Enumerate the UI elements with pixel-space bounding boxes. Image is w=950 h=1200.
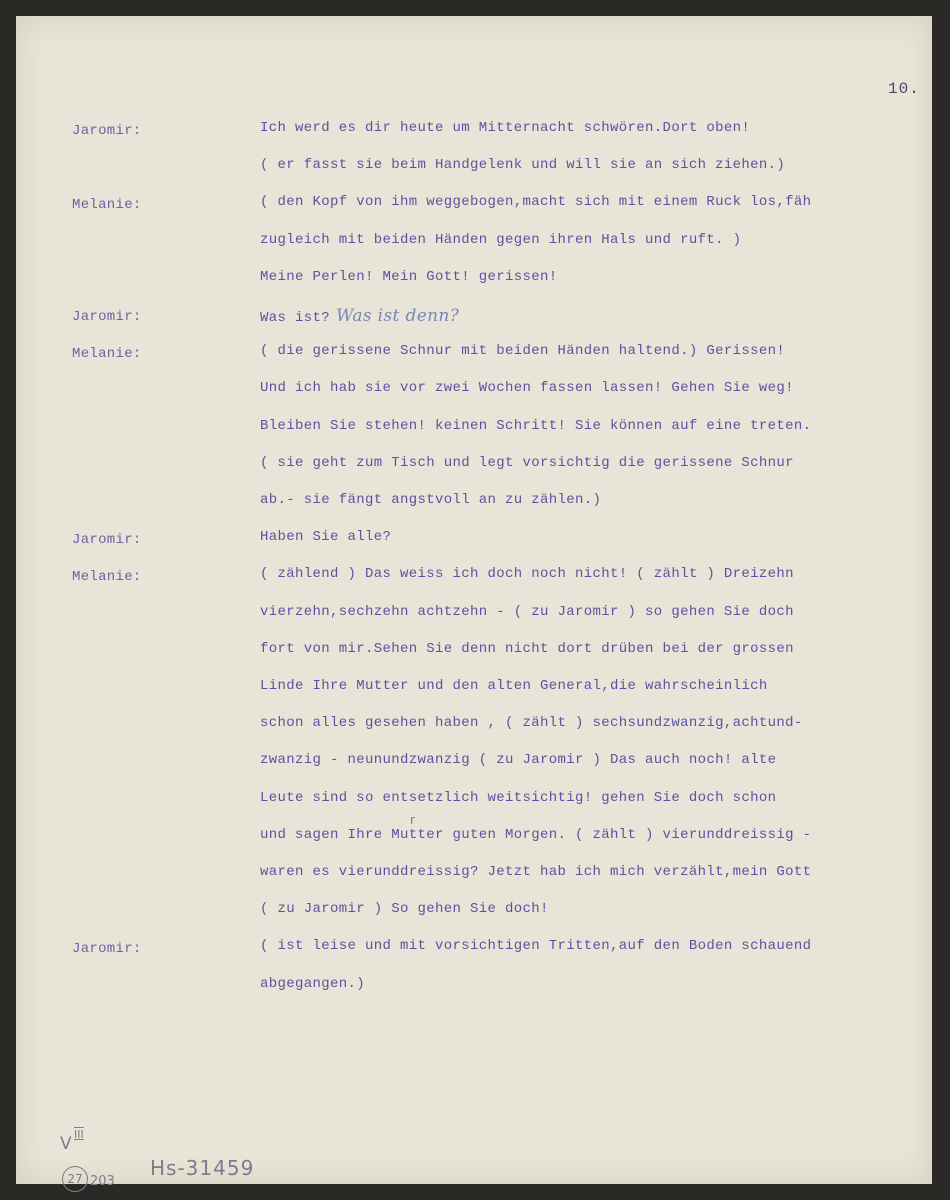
speaker-name: Jaromir: bbox=[72, 532, 142, 549]
script-line-text: ab.- sie fängt angstvoll an zu zählen.) bbox=[260, 492, 602, 508]
script-line-text: zwanzig - neunundzwanzig ( zu Jaromir ) Das auch noch! alte bbox=[260, 752, 777, 769]
archive-item-number: 27 bbox=[62, 1166, 88, 1192]
speaker-name: Jaromir: bbox=[72, 309, 142, 325]
script-line bbox=[260, 790, 776, 806]
script-line-text: Haben Sie alle? bbox=[260, 529, 392, 546]
script-line bbox=[260, 752, 776, 768]
archive-folio: 203 bbox=[90, 1174, 115, 1189]
speaker-name: Jaromir: bbox=[72, 123, 142, 139]
speaker-name: Melanie: bbox=[72, 569, 142, 586]
script-line-text: Leute sind so entsetzlich weitsichtig! gehen Sie doch schon bbox=[260, 789, 777, 806]
script-line bbox=[260, 380, 794, 396]
script-line-text: Bleiben Sie stehen! keinen Schritt! Sie können auf eine treten. bbox=[260, 417, 812, 434]
script-line-text: abgegangen.) bbox=[260, 975, 366, 992]
page-number: 10. bbox=[888, 80, 920, 98]
script-line bbox=[260, 120, 750, 136]
speaker-name: Melanie: bbox=[72, 346, 142, 363]
script-line bbox=[260, 901, 549, 917]
script-line bbox=[260, 715, 803, 731]
speaker-name: Melanie: bbox=[72, 197, 142, 214]
script-line bbox=[260, 232, 741, 248]
script-line-text: vierzehn,sechzehn achtzehn - ( zu Jaromir ) so gehen Sie doch bbox=[260, 603, 794, 620]
script-line bbox=[260, 604, 794, 620]
script-line bbox=[260, 641, 794, 657]
script-line-text: ( zählend ) Das weiss ich doch noch nicht! ( zählt ) Dreizehn bbox=[260, 566, 794, 583]
script-line bbox=[260, 157, 785, 173]
script-line-text: ( den Kopf von ihm weggebogen,macht sich mit einem Ruck los,fäh bbox=[260, 194, 812, 211]
script-line-text: Ich werd es dir heute um Mitternacht schwören.Dort oben! bbox=[260, 120, 751, 136]
document-page bbox=[16, 16, 932, 1189]
script-line bbox=[260, 678, 768, 694]
script-line-text: fort von mir.Sehen Sie denn nicht dort drüben bei der grossen bbox=[260, 640, 794, 657]
script-line-text: ( zu Jaromir ) So gehen Sie doch! bbox=[260, 901, 549, 918]
script-line-text: schon alles gesehen haben , ( zählt ) sechsundzwanzig,achtund- bbox=[260, 715, 803, 732]
script-line bbox=[260, 492, 601, 508]
script-line bbox=[260, 529, 391, 545]
script-line-text: ( sie geht zum Tisch und legt vorsichtig die gerissene Schnur bbox=[260, 454, 794, 471]
script-line-text: ( er fasst sie beim Handgelenk und will sie an sich ziehen.) bbox=[260, 157, 786, 174]
speaker-name: Jaromir: bbox=[72, 941, 142, 958]
script-line bbox=[260, 976, 365, 992]
script-line-text: Meine Perlen! Mein Gott! gerissen! bbox=[260, 268, 558, 285]
script-line-text: ( die gerissene Schnur mit beiden Händen haltend.) Gerissen! bbox=[260, 343, 786, 360]
script-line-text: und sagen Ihre Mutter guten Morgen. ( zählt ) vierunddreissig - bbox=[260, 826, 812, 843]
archive-volume: V bbox=[60, 1134, 72, 1154]
script-line bbox=[260, 812, 812, 843]
script-line bbox=[260, 343, 785, 359]
script-line bbox=[260, 566, 794, 582]
script-line-text: Linde Ihre Mutter und den alten General,die wahrscheinlich bbox=[260, 678, 768, 694]
script-line bbox=[260, 938, 811, 954]
script-line bbox=[260, 418, 811, 434]
script-line-text: Und ich hab sie vor zwei Wochen fassen lassen! Gehen Sie weg! bbox=[260, 380, 794, 397]
archive-volume-sub: III bbox=[74, 1128, 84, 1141]
handwritten-insertion: r bbox=[410, 812, 416, 827]
script-line bbox=[260, 194, 811, 210]
script-line bbox=[260, 864, 811, 880]
script-line-text: ( ist leise und mit vorsichtigen Tritten,auf den Boden schauend bbox=[260, 938, 812, 955]
script-line-text: zugleich mit beiden Händen gegen ihren Hals und ruft. ) bbox=[260, 231, 742, 248]
archive-shelfmark: Hs-31459 bbox=[150, 1156, 255, 1180]
script-line-text: waren es vierunddreissig? Jetzt hab ich mich verzählt,mein Gott bbox=[260, 864, 812, 880]
script-line-text: Was ist? bbox=[260, 310, 331, 326]
handwritten-annotation: Was ist denn? bbox=[336, 306, 460, 326]
script-line bbox=[260, 306, 459, 326]
script-line bbox=[260, 269, 558, 285]
script-line bbox=[260, 455, 794, 471]
